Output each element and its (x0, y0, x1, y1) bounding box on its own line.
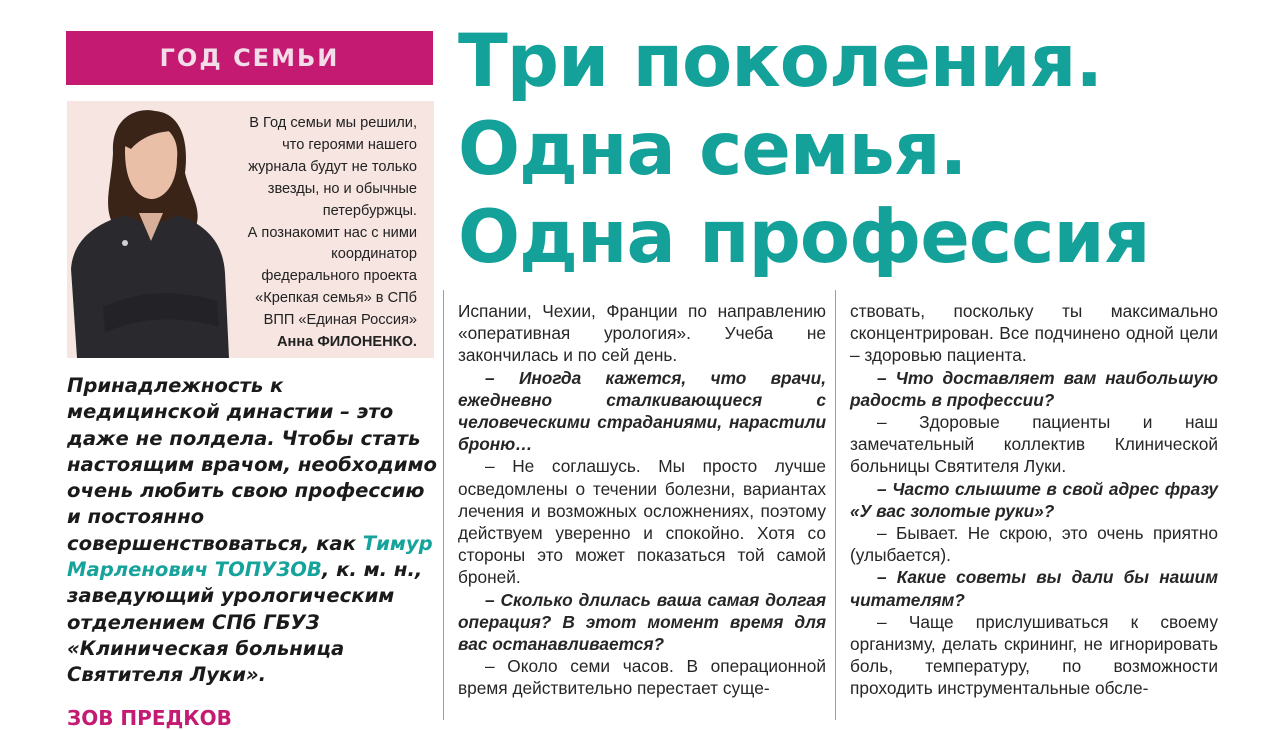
quote-signature: Анна ФИЛОНЕНКО. (276, 334, 417, 351)
lead-paragraph (67, 373, 437, 689)
answer-paragraph: – Чаще прислушиваться к своему организму, делать скрининг, не игнорировать боль, температуру, по возможности проходить инструментальные обсле- (850, 611, 1218, 699)
answer-paragraph: – Здоровые пациенты и наш замечательный коллектив Клинической больницы Святителя Луки. (850, 412, 1218, 477)
quote-line: В Год семьи мы решили, (249, 115, 417, 131)
quote-line: федерального проекта (261, 268, 417, 285)
answer-paragraph: – Не соглашусь. Мы просто лучше осведомлены о течении болезни, вариантах лечения и возможных осложнениях, поэтому действуем уверенно и спокойно. Хотя со стороны это может показаться той самой броней. (458, 456, 826, 588)
article-headline (458, 18, 1278, 282)
column-divider (443, 290, 444, 720)
answer-paragraph: Испании, Чехии, Франции по направлению «оперативная урология». Учеба не закончилась и по сей день. (458, 301, 826, 366)
quote-line: ВПП «Единая Россия» (263, 312, 417, 329)
headline-line: Одна семья. (458, 107, 967, 192)
quote-line: звезды, но и обычные (267, 180, 417, 197)
rubric-label: ГОД СЕМЬИ (159, 44, 340, 72)
section-heading-cut: ЗОВ ПРЕДКОВ (67, 706, 232, 730)
quote-line: что героями нашего (282, 136, 417, 153)
lead-text-end: , к. м. н., заведующий урологическим отделением СПб ГБУЗ «Клиническая больница Святителя Луки». (67, 558, 423, 687)
headline-line: Три поколения. (458, 19, 1103, 104)
column-divider (835, 290, 836, 720)
rubric-banner (66, 31, 433, 85)
question-paragraph: – Сколько длилась ваша самая долгая операция? В этот момент время для вас останавливается? (458, 589, 826, 655)
answer-paragraph: – Около семи часов. В операционной время действительно перестает суще- (458, 656, 826, 699)
article-column-1 (458, 300, 826, 700)
quote-line: «Крепкая семья» в СПб (255, 290, 417, 307)
quote-line: петербуржцы. (322, 202, 417, 219)
quote-line: журнала будут не только (248, 158, 417, 175)
quote-line: А познакомит нас с ними (247, 224, 417, 241)
question-paragraph: – Что доставляет вам наибольшую радость в профессии? (850, 367, 1218, 410)
answer-paragraph: ствовать, поскольку ты максимально сконцентрирован. Все подчинено одной цели – здоровью пациента. (850, 301, 1218, 366)
question-paragraph: – Часто слышите в свой адрес фразу «У вас золотые руки»? (850, 478, 1218, 521)
intro-panel (67, 101, 434, 358)
lead-text: Принадлежность к медицинской династии – это даже не полдела. Чтобы стать настоящим врачом, необходимо очень любить свою профессию и постоянно совершенствоваться, как (67, 374, 437, 555)
headline-line: Одна профессия (458, 195, 1150, 280)
question-paragraph: – Какие советы вы дали бы нашим читателям? (850, 567, 1218, 610)
lead-person-name: Тимур Марленович ТОПУЗОВ (67, 531, 433, 582)
question-paragraph: – Иногда кажется, что врачи, ежедневно сталкивающиеся с человеческими страданиями, нарастили броню… (458, 367, 826, 455)
intro-quote (212, 113, 417, 354)
article-column-2 (850, 300, 1218, 700)
quote-line: координатор (331, 246, 417, 263)
answer-paragraph: – Бывает. Не скрою, это очень приятно (улыбается). (850, 523, 1218, 566)
